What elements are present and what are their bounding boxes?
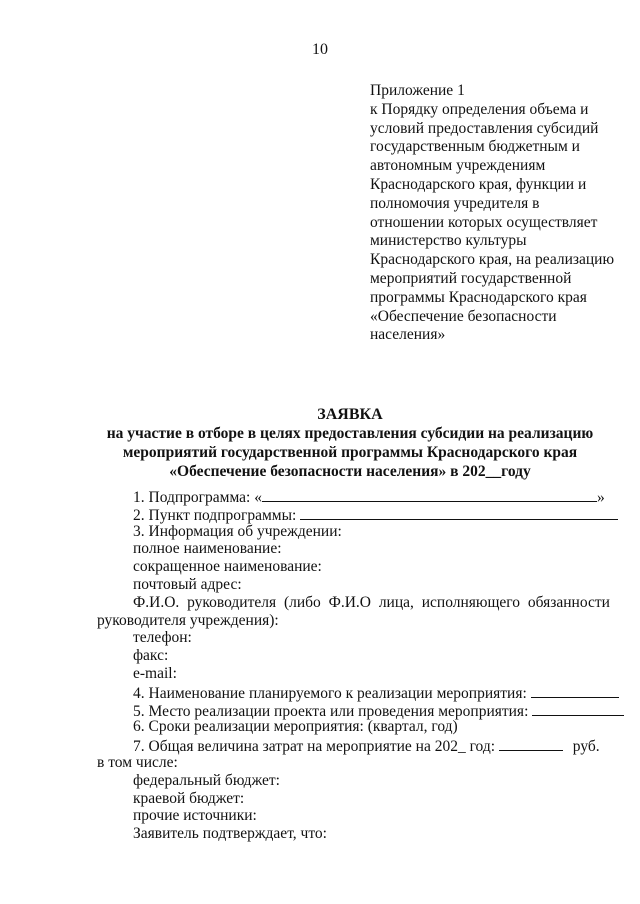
phone-row	[0, 629, 640, 647]
full-name-label: полное наименование:	[133, 540, 282, 558]
document-title	[60, 405, 640, 481]
full-name-row	[0, 540, 640, 558]
subprogram-point-field[interactable]	[300, 505, 618, 520]
location-field[interactable]	[532, 701, 624, 716]
planned-event-row	[0, 683, 640, 701]
currency-label: руб.	[572, 738, 600, 756]
subprogram-row	[0, 487, 640, 505]
appendix-line: мероприятий государственной	[370, 269, 572, 287]
regional-budget-label: краевой бюджет:	[133, 789, 245, 807]
head-word: Ф.И.О	[328, 593, 371, 611]
appendix-line: населения»	[370, 326, 446, 344]
head-word: (либо	[283, 593, 321, 611]
head-word: исполняющего	[421, 593, 521, 611]
total-cost-field[interactable]	[499, 736, 563, 751]
title-line-1: на участие в отборе в целях предоставления субсидии на реализацию	[106, 425, 594, 442]
other-sources-row	[0, 807, 640, 825]
title-line-2: мероприятий государственной программы Краснодарского края	[122, 444, 578, 461]
institution-info-row	[0, 523, 640, 541]
postal-address-label: почтовый адрес:	[133, 575, 242, 593]
terms-row	[0, 718, 640, 736]
appendix-line: автономным учреждениям	[370, 157, 546, 175]
federal-row	[0, 772, 640, 790]
appendix-line: Краснодарского края, на реализацию	[370, 251, 615, 269]
email-row	[0, 665, 640, 683]
including-label: в том числе:	[97, 753, 178, 771]
terms-label: 6. Сроки реализации мероприятия: (квартал, год)	[133, 718, 458, 736]
subprogram-close-quote: »	[597, 489, 605, 506]
appendix-line: Краснодарского края, функции и	[370, 175, 587, 193]
head-row	[0, 594, 640, 612]
subprogram-label: 1. Подпрограмма: «	[133, 489, 262, 506]
head-word: Ф.И.О.	[133, 593, 180, 611]
appendix-line: условий предоставления субсидий	[370, 119, 599, 137]
appendix-header	[370, 82, 630, 345]
subprogram-point-label: 2. Пункт подпрограммы:	[133, 506, 297, 524]
planned-event-field[interactable]	[531, 683, 619, 698]
page-number: 10	[312, 41, 328, 58]
head-word: руководителя	[187, 593, 277, 611]
fax-row	[0, 647, 640, 665]
applicant-confirms-label: Заявитель подтверждает, что:	[133, 825, 327, 843]
appendix-line: полномочия учредителя в	[370, 194, 540, 212]
head-row-continued	[0, 612, 640, 630]
other-sources-label: прочие источники:	[133, 807, 257, 825]
total-cost-label: 7. Общая величина затрат на мероприятие на 202_ год:	[133, 738, 496, 756]
phone-label: телефон:	[133, 629, 192, 647]
fax-label: факс:	[133, 647, 169, 665]
planned-event-label: 4. Наименование планируемого к реализации мероприятия:	[133, 684, 527, 702]
appendix-line: «Обеспечение безопасности	[370, 307, 557, 325]
title-line-3: «Обеспечение безопасности населения» в 202__году	[169, 463, 531, 480]
title-main: ЗАЯВКА	[317, 406, 383, 423]
head-label-continued: руководителя учреждения):	[97, 611, 279, 629]
appendix-line: программы Краснодарского края	[370, 288, 587, 306]
subprogram-point-row	[0, 505, 640, 523]
federal-budget-label: федеральный бюджет:	[133, 771, 280, 789]
location-row	[0, 701, 640, 719]
appendix-line: отношении которых осуществляет	[370, 213, 598, 231]
regional-row	[0, 790, 640, 808]
appendix-line: министерство культуры	[370, 232, 527, 250]
short-name-row	[0, 558, 640, 576]
appendix-line: Приложение 1	[370, 82, 465, 99]
postal-address-row	[0, 576, 640, 594]
including-row	[0, 754, 640, 772]
head-word: лица,	[378, 593, 414, 611]
email-label: e-mail:	[133, 664, 177, 682]
appendix-line: государственным бюджетным и	[370, 138, 580, 156]
location-label: 5. Место реализации проекта или проведения мероприятия:	[133, 702, 529, 720]
application-form	[0, 487, 640, 843]
appendix-line: к Порядку определения объема и	[370, 100, 589, 118]
short-name-label: сокращенное наименование:	[133, 558, 322, 576]
head-word: обязанности	[527, 593, 610, 611]
total-cost-row	[0, 736, 640, 754]
applicant-confirms-row	[0, 825, 640, 843]
subprogram-field[interactable]	[262, 487, 597, 502]
institution-info-label: 3. Информация об учреждении:	[133, 522, 342, 540]
